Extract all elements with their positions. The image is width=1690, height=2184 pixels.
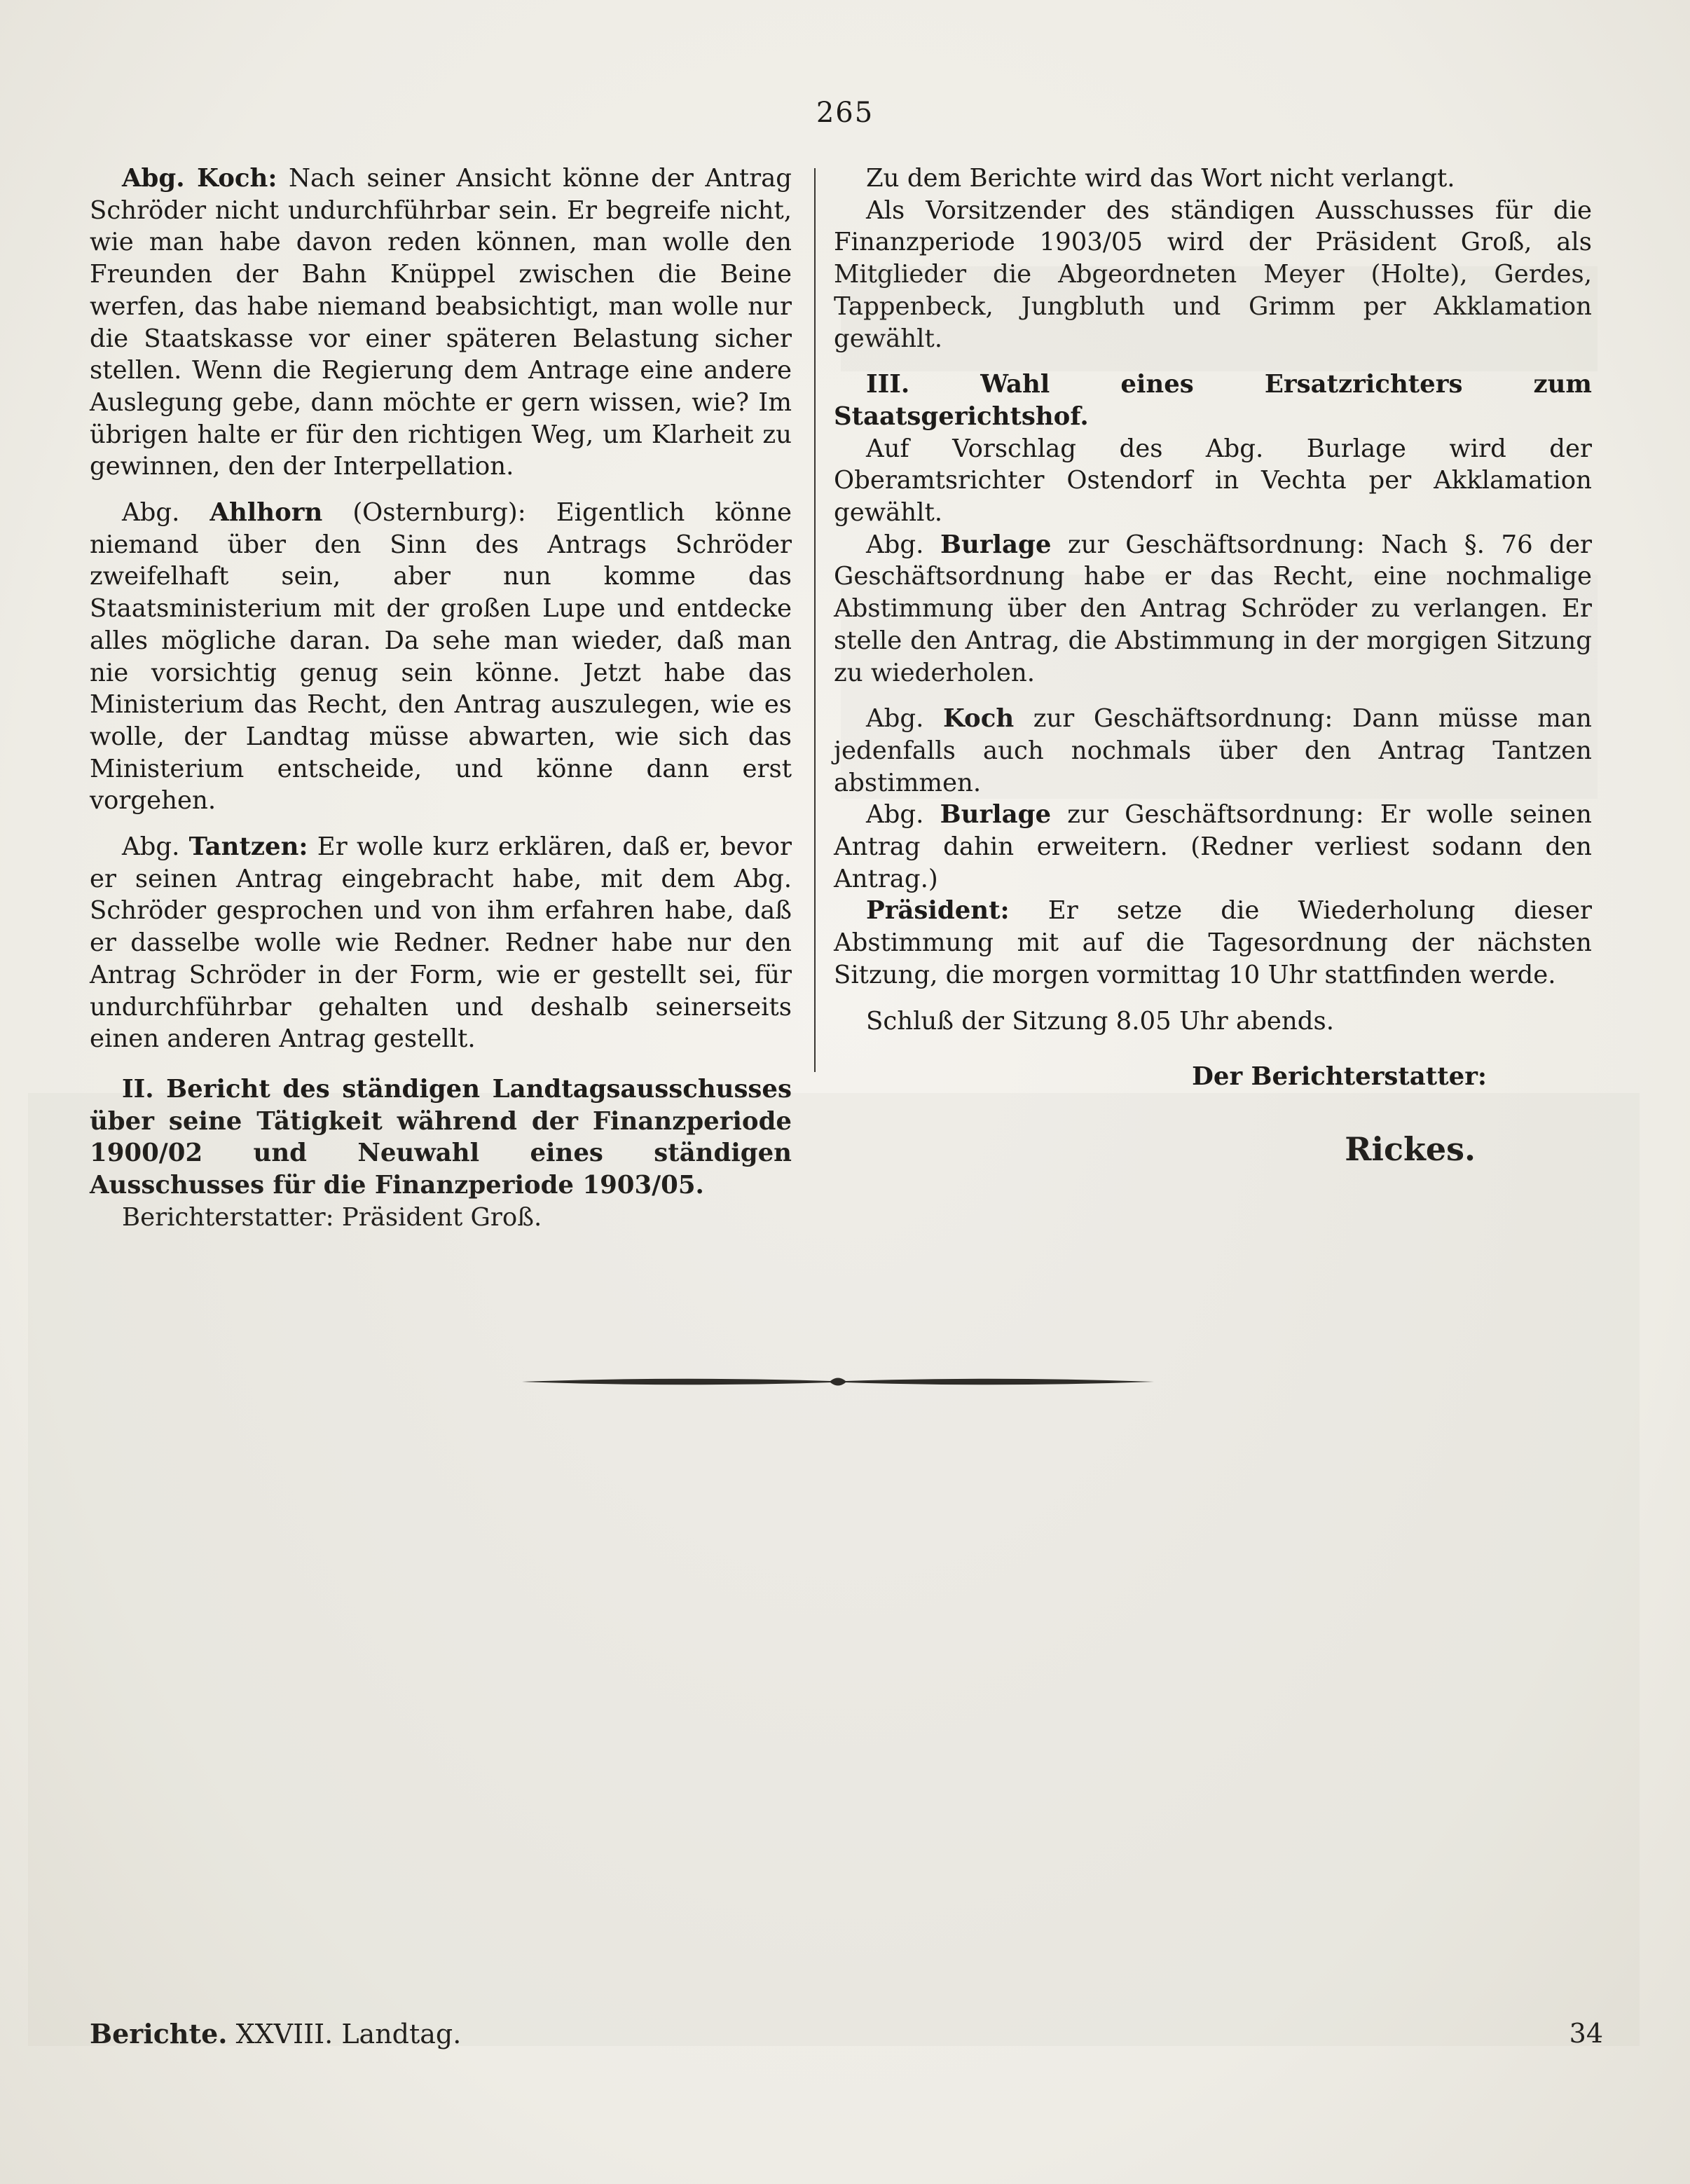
section-three-heading: III. Wahl eines Ersatzrichters zum Staatsgerichtshof. [834,370,1592,431]
section-three-text: Auf Vorschlag des Abg. Burlage wird der Oberamtsrichter Ostendorf in Vechta per Akklamation gewählt. [834,434,1592,528]
ahlhorn-statement [90,497,792,817]
sheet-number: 34 [1569,2018,1603,2049]
tantzen-statement [90,831,792,1055]
speaker-ahlhorn: Ahlhorn [209,498,323,528]
closing-line: Schluß der Sitzung 8.05 Uhr abends. [866,1006,1334,1036]
committee-election: Als Vorsitzender des ständigen Ausschusses für die Finanzperiode 1903/05 wird der Präsident Groß, als Mitglieder die Abgeordneten Meyer (Holte), Gerdes, Tappenbeck, Jungbluth und Grimm per Akklamation gewählt. [834,195,1592,353]
koch2-text: zur Geschäftsordnung: Dann müsse man jedenfalls auch nochmals über den Antrag Tantzen abstimmen. [834,704,1592,797]
signature-label: Der Berichterstatter: [1192,1062,1487,1092]
ahlhorn-text: (Osternburg): Eigentlich könne niemand über den Sinn des Antrags Schröder zweifelhaft sein, aber nun komme das Staatsministerium mit der großen Lupe und entdecke alles mögliche daran. Da sehe man wieder, daß man nie vorsichtig genug sein könne. Jetzt habe das Ministerium das Recht, den Antrag auszulegen, wie es wolle, der Landtag müsse abwarten, wie sich das Ministerium entscheide, und könne dann erst vorgehen. [90,498,792,816]
page-number: 265 [816,97,874,129]
speaker-tantzen: Tantzen: [188,832,308,862]
speaker-president: Präsident: [866,896,1010,926]
burlage2-text: zur Geschäftsordnung: Er wolle seinen Antrag dahin erweitern. (Redner verliest sodann den Antrag.) [834,800,1592,893]
president-statement [834,895,1592,991]
tantzen-text: Er wolle kurz erklären, daß er, bevor er seinen Antrag eingebracht habe, mit dem Abg. Schröder gesprochen und von ihm erfahren habe, daß er dasselbe wolle wie Redner. Redner habe nur den Antrag Schröder in der Form, wie er gestellt sei, für undurchführbar gehalten und deshalb seinerseits einen anderen Antrag gestellt. [90,832,792,1054]
left-column [90,163,792,1234]
section-two-reporter: Berichterstatter: Präsident Groß. [122,1202,542,1232]
koch-statement [90,163,792,483]
tantzen-prefix: Abg. [122,832,180,862]
speaker-koch: Abg. Koch: [122,164,277,193]
footer-series-rest: XXVIII. Landtag. [235,2019,462,2049]
koch2-prefix: Abg. [866,704,924,734]
burlage2-prefix: Abg. [866,800,924,830]
report-line: Zu dem Berichte wird das Wort nicht verlangt. [866,164,1455,193]
burlage-statement-2 [834,799,1592,895]
ornamental-divider [522,1373,1154,1390]
burlage1-prefix: Abg. [866,530,924,559]
signature-name: Rickes. [1345,1129,1476,1168]
section-two-heading: II. Bericht des ständigen Landtagsausschusses über seine Tätigkeit während der Finanzperiode 1900/02 und Neuwahl eines ständigen Ausschusses für die Finanzperiode 1903/05. [90,1074,792,1200]
burlage-statement-1 [834,529,1592,689]
column-divider [814,168,816,1072]
koch-text: Nach seiner Ansicht könne der Antrag Schröder nicht undurchführbar sein. Er begreife nicht, wie man habe davon reden können, man wolle den Freunden der Bahn Knüppel zwischen die Beine werfen, das habe niemand beabsichtigt, man wolle nur die Staatskasse vor einer späteren Belastung sicher stellen. Wenn die Regierung dem Antrage eine andere Auslegung gebe, dann möchte er gern wissen, wie? Im übrigen halte er für den richtigen Weg, um Klarheit zu gewinnen, den der Interpellation. [90,164,792,481]
speaker-koch-2: Koch [942,704,1015,734]
right-column [834,163,1592,1166]
koch-statement-2 [834,703,1592,799]
speaker-burlage-2: Burlage [940,800,1052,830]
footer-series-bold: Berichte. [90,2018,228,2049]
footer-series [90,2018,461,2049]
ahlhorn-prefix: Abg. [122,498,180,528]
president-text: Er setze die Wiederholung dieser Abstimmung mit auf die Tagesordnung der nächsten Sitzung, die morgen vormittag 10 Uhr stattfinden werde. [834,896,1592,989]
speaker-burlage: Burlage [940,530,1052,559]
burlage1-text: zur Geschäftsordnung: Nach §. 76 der Geschäftsordnung habe er das Recht, eine nochmalige Abstimmung über den Antrag Schröder zu verlangen. Er stelle den Antrag, die Abstimmung in der morgigen Sitzung zu wiederholen. [834,530,1592,687]
